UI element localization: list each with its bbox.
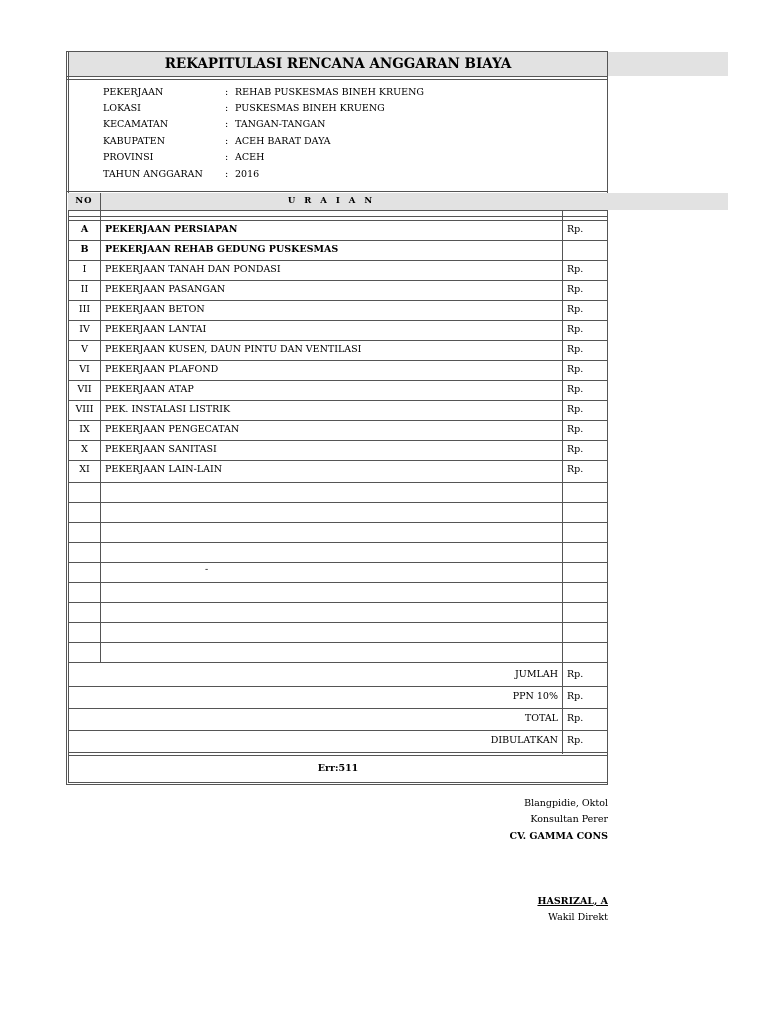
info-label: KECAMATAN bbox=[103, 119, 169, 130]
row-currency: Rp. bbox=[567, 404, 584, 415]
row-line bbox=[68, 240, 608, 241]
info-colon: : bbox=[225, 87, 229, 98]
info-value: REHAB PUSKESMAS BINEH KRUENG bbox=[235, 87, 425, 98]
row-number: VIII bbox=[75, 404, 94, 415]
info-colon: : bbox=[225, 119, 229, 130]
row-number: III bbox=[78, 304, 91, 315]
row-description: PEKERJAAN SANITASI bbox=[105, 444, 217, 455]
table-row bbox=[68, 320, 608, 340]
table-row bbox=[68, 300, 608, 320]
row-number: IX bbox=[79, 424, 90, 435]
row-description: PEKERJAAN REHAB GEDUNG PUSKESMAS bbox=[105, 244, 339, 255]
spacer-line bbox=[68, 216, 608, 217]
row-line bbox=[68, 662, 608, 663]
table-row bbox=[68, 440, 608, 460]
header-bottom-line bbox=[68, 210, 608, 211]
row-description: PEKERJAAN ATAP bbox=[105, 384, 194, 395]
column-header-no: NO bbox=[75, 196, 93, 206]
row-currency: Rp. bbox=[567, 344, 584, 355]
row-currency: Rp. bbox=[567, 264, 584, 275]
summary-label: JUMLAH bbox=[515, 669, 558, 680]
summary-row-ppn bbox=[68, 686, 608, 708]
row-description: PEKERJAAN PASANGAN bbox=[105, 284, 226, 295]
table-row bbox=[68, 220, 608, 240]
table-row bbox=[68, 420, 608, 440]
row-description: PEKERJAAN BETON bbox=[105, 304, 205, 315]
summary-label: DIBULATKAN bbox=[490, 735, 558, 746]
summary-row-jumlah bbox=[68, 664, 608, 686]
document-title: REKAPITULASI RENCANA ANGGARAN BIAYA bbox=[164, 56, 512, 72]
row-number: VII bbox=[77, 384, 92, 395]
summary-currency: Rp. bbox=[567, 669, 584, 680]
row-line bbox=[68, 260, 608, 261]
signature-position: Wakil Direkt bbox=[548, 912, 608, 923]
row-currency: Rp. bbox=[567, 424, 584, 435]
info-label: PEKERJAAN bbox=[103, 87, 164, 98]
row-line bbox=[68, 522, 608, 523]
row-description: PEKERJAAN PERSIAPAN bbox=[105, 224, 238, 235]
summary-label: TOTAL bbox=[524, 713, 558, 724]
table-row bbox=[68, 260, 608, 280]
info-label: PROVINSI bbox=[103, 152, 154, 163]
signature-name: HASRIZAL, A bbox=[537, 896, 608, 907]
row-description: PEKERJAAN LANTAI bbox=[105, 324, 207, 335]
row-description: PEKERJAAN PENGECATAN bbox=[105, 424, 240, 435]
row-line bbox=[68, 542, 608, 543]
row-line bbox=[68, 622, 608, 623]
row-number: VI bbox=[79, 364, 90, 375]
row-line bbox=[68, 502, 608, 503]
row-line bbox=[68, 482, 608, 483]
error-value: Err:511 bbox=[317, 763, 359, 774]
row-number: I bbox=[82, 264, 87, 275]
row-line bbox=[68, 642, 608, 643]
table-row bbox=[68, 360, 608, 380]
title-divider bbox=[66, 76, 608, 77]
info-label: TAHUN ANGGARAN bbox=[103, 169, 203, 180]
summary-currency: Rp. bbox=[567, 713, 584, 724]
info-label: LOKASI bbox=[103, 103, 141, 114]
column-header-uraian: U R A I A N bbox=[287, 196, 376, 206]
summary-line bbox=[68, 752, 608, 753]
row-description: PEKERJAAN TANAH DAN PONDASI bbox=[105, 264, 281, 275]
table-row bbox=[68, 240, 608, 260]
signature-place-date: Blangpidie, Oktol bbox=[524, 798, 608, 809]
table-row bbox=[68, 380, 608, 400]
row-line bbox=[68, 420, 608, 421]
summary-currency: Rp. bbox=[567, 735, 584, 746]
info-value: PUSKESMAS BINEH KRUENG bbox=[235, 103, 385, 114]
signature-company: CV. GAMMA CONS bbox=[509, 831, 608, 842]
row-number: II bbox=[80, 284, 89, 295]
row-line bbox=[68, 320, 608, 321]
row-currency: Rp. bbox=[567, 364, 584, 375]
row-line bbox=[68, 340, 608, 341]
row-line bbox=[68, 280, 608, 281]
row-number: A bbox=[80, 224, 89, 235]
row-currency: Rp. bbox=[567, 444, 584, 455]
info-colon: : bbox=[225, 152, 229, 163]
table-row bbox=[68, 280, 608, 300]
summary-row-total bbox=[68, 708, 608, 730]
row-number: XI bbox=[79, 464, 90, 475]
row-currency: Rp. bbox=[567, 284, 584, 295]
row-description: PEKERJAAN LAIN-LAIN bbox=[105, 464, 223, 475]
row-number: B bbox=[80, 244, 89, 255]
summary-currency: Rp. bbox=[567, 691, 584, 702]
row-currency: Rp. bbox=[567, 324, 584, 335]
row-line bbox=[68, 562, 608, 563]
table-row bbox=[68, 400, 608, 420]
info-colon: : bbox=[225, 103, 229, 114]
summary-row-dibulatkan bbox=[68, 730, 608, 752]
signature-role: Konsultan Perer bbox=[530, 814, 608, 825]
table-row bbox=[68, 460, 608, 480]
row-line bbox=[68, 380, 608, 381]
summary-label: PPN 10% bbox=[512, 691, 558, 702]
info-value: TANGAN-TANGAN bbox=[235, 119, 326, 130]
row-line bbox=[68, 582, 608, 583]
row-number: X bbox=[81, 444, 88, 455]
stray-dash: - bbox=[205, 564, 209, 575]
row-line bbox=[68, 460, 608, 461]
row-currency: Rp. bbox=[567, 304, 584, 315]
row-currency: Rp. bbox=[567, 464, 584, 475]
row-line bbox=[68, 602, 608, 603]
title-divider-double bbox=[66, 79, 608, 80]
header-top-line bbox=[66, 191, 608, 192]
row-currency: Rp. bbox=[567, 224, 584, 235]
info-colon: : bbox=[225, 169, 229, 180]
row-description: PEKERJAAN KUSEN, DAUN PINTU DAN VENTILASI bbox=[105, 344, 362, 355]
row-line bbox=[68, 440, 608, 441]
row-description: PEK. INSTALASI LISTRIK bbox=[105, 404, 231, 415]
info-value: ACEH bbox=[235, 152, 265, 163]
row-currency: Rp. bbox=[567, 384, 584, 395]
row-number: V bbox=[81, 344, 88, 355]
info-value: 2016 bbox=[235, 169, 260, 180]
row-line bbox=[68, 300, 608, 301]
row-description: PEKERJAAN PLAFOND bbox=[105, 364, 219, 375]
info-value: ACEH BARAT DAYA bbox=[235, 136, 331, 147]
row-number: IV bbox=[79, 324, 90, 335]
info-colon: : bbox=[225, 136, 229, 147]
info-label: KABUPATEN bbox=[103, 136, 166, 147]
row-line bbox=[68, 400, 608, 401]
table-row bbox=[68, 340, 608, 360]
sheet-bottom-line bbox=[68, 782, 608, 783]
row-line bbox=[68, 360, 608, 361]
